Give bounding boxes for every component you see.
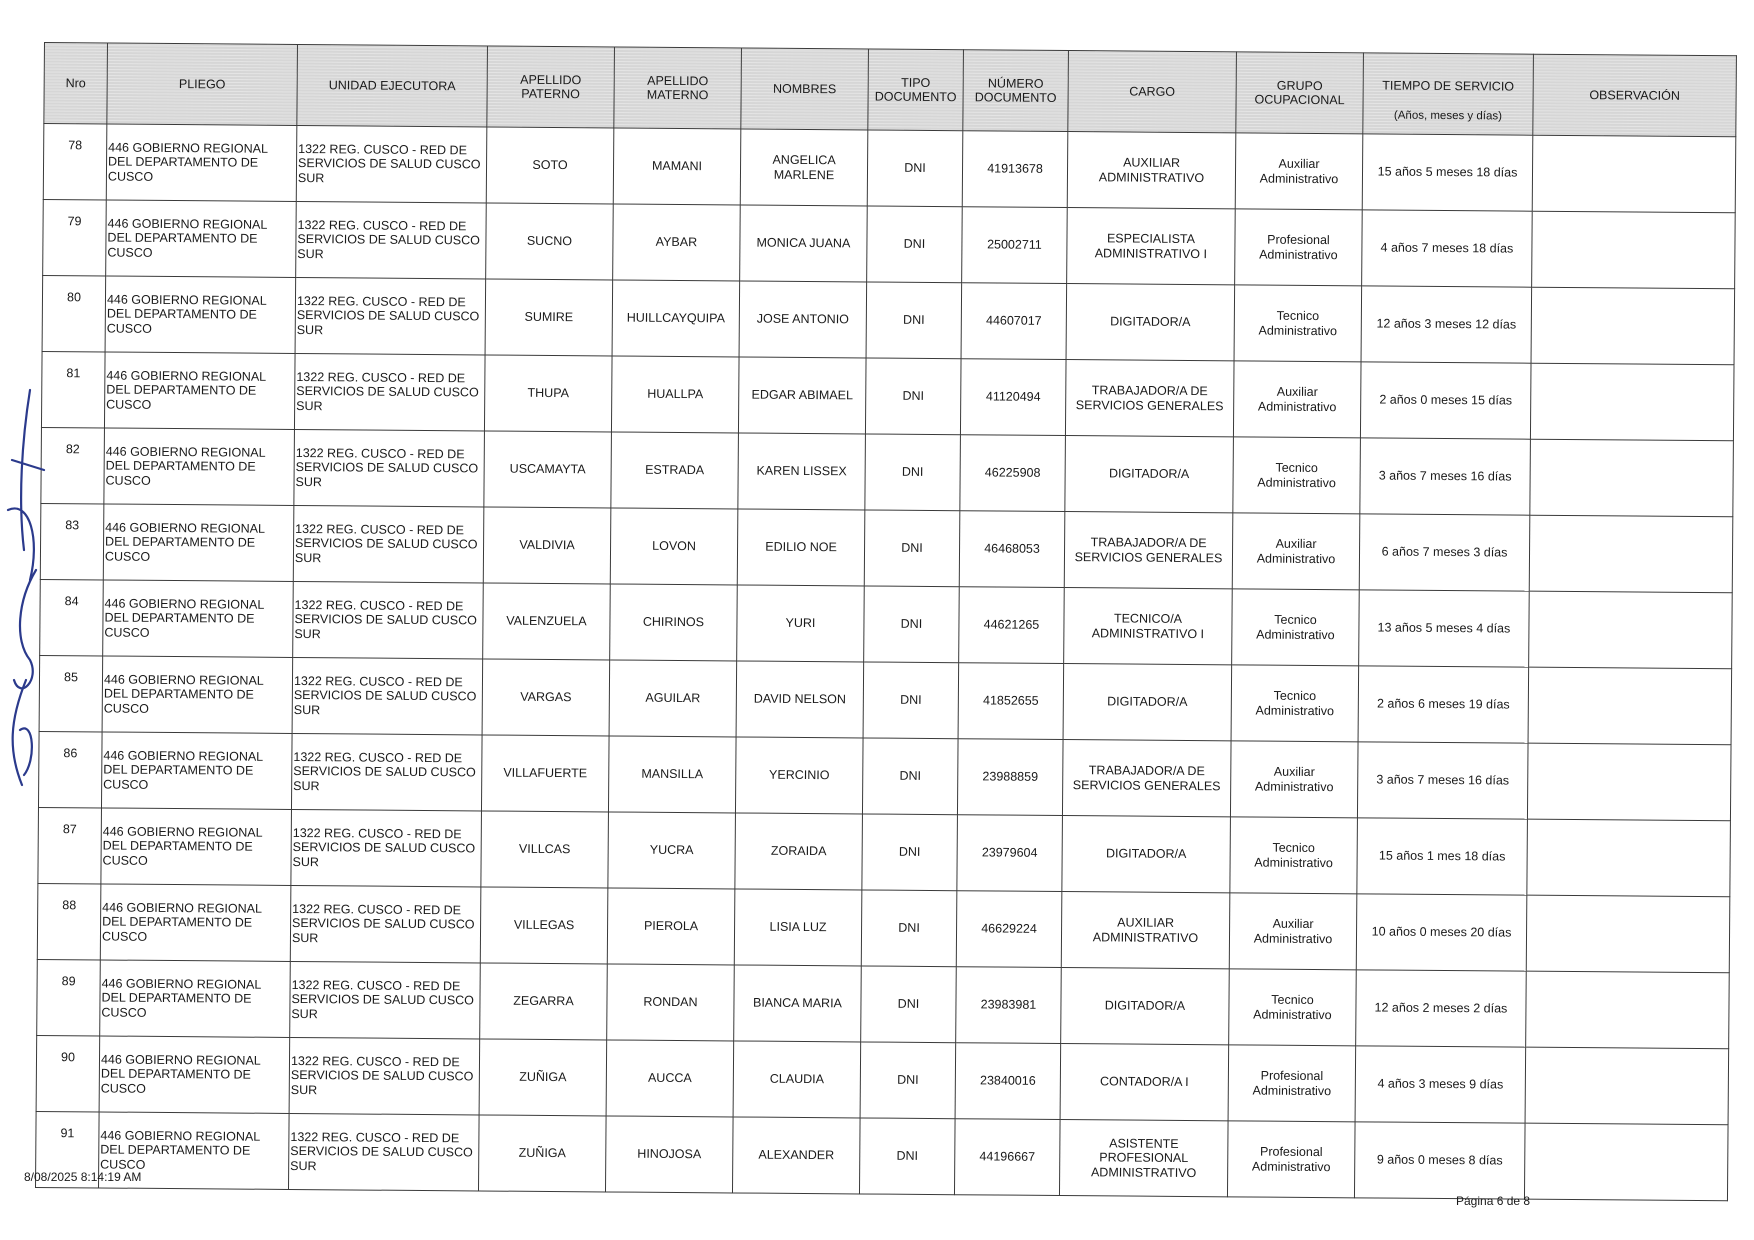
cell-unidad-ejecutora: 1322 REG. CUSCO - RED DE SERVICIOS DE SALUD CUSCO SUR (290, 885, 481, 962)
cell-tiempo-servicio: 6 años 7 meses 3 días (1359, 514, 1530, 591)
cell-apellido-paterno: ZUÑIGA (478, 1115, 606, 1192)
signature-scribble (0, 380, 60, 800)
cell-numero-documento: 44621265 (959, 587, 1065, 664)
cell-apellido-materno: MANSILLA (608, 736, 736, 813)
cell-observacion (1530, 363, 1734, 441)
page-number: Página 6 de 8 (1456, 1194, 1531, 1208)
table-row (43, 124, 1736, 213)
cell-cargo: DIGITADOR/A (1065, 436, 1234, 513)
cell-cargo: TECNICO/A ADMINISTRATIVO I (1064, 588, 1233, 665)
cell-cargo: DIGITADOR/A (1066, 284, 1235, 361)
cell-tipo-documento: DNI (859, 1118, 955, 1195)
cell-tipo-documento: DNI (867, 130, 963, 207)
tiempo-servicio-title: TIEMPO DE SERVICIO (1382, 78, 1515, 94)
cell-tipo-documento: DNI (862, 814, 958, 891)
cell-apellido-materno: AUCCA (606, 1040, 734, 1117)
cell-tipo-documento: DNI (861, 890, 957, 967)
cell-tipo-documento: DNI (860, 1042, 956, 1119)
cell-observacion (1526, 971, 1730, 1049)
table-row (43, 199, 1736, 288)
cell-pliego: 446 GOBIERNO REGIONAL DEL DEPARTAMENTO DE CUSCO (104, 352, 295, 429)
cell-unidad-ejecutora: 1322 REG. CUSCO - RED DE SERVICIOS DE SALUD CUSCO SUR (290, 961, 481, 1038)
cell-unidad-ejecutora: 1322 REG. CUSCO - RED DE SERVICIOS DE SALUD CUSCO SUR (294, 353, 485, 430)
cell-nro: 90 (36, 1035, 100, 1111)
cell-nro: 78 (43, 124, 107, 200)
cell-unidad-ejecutora: 1322 REG. CUSCO - RED DE SERVICIOS DE SALUD CUSCO SUR (291, 733, 482, 810)
cell-nro: 91 (36, 1111, 100, 1187)
cell-observacion (1529, 515, 1733, 593)
cell-nro: 82 (41, 427, 105, 503)
cell-apellido-paterno: ZEGARRA (480, 963, 608, 1040)
col-nro: Nro (44, 43, 108, 124)
cell-pliego: 446 GOBIERNO REGIONAL DEL DEPARTAMENTO DE CUSCO (100, 960, 291, 1037)
document-sheet (35, 42, 1737, 1201)
cell-cargo: ASISTENTE PROFESIONAL ADMINISTRATIVO (1059, 1120, 1228, 1197)
col-tipo-documento: TIPO DOCUMENTO (868, 49, 964, 131)
table-row (37, 959, 1730, 1048)
cell-unidad-ejecutora: 1322 REG. CUSCO - RED DE SERVICIOS DE SALUD CUSCO SUR (293, 581, 484, 658)
cell-apellido-paterno: SOTO (486, 127, 614, 204)
cell-tipo-documento: DNI (863, 662, 959, 739)
cell-nro: 88 (37, 883, 101, 959)
cell-pliego: 446 GOBIERNO REGIONAL DEL DEPARTAMENTO DE CUSCO (106, 200, 297, 277)
cell-cargo: AUXILIAR ADMINISTRATIVO (1067, 132, 1236, 209)
cell-apellido-materno: LOVON (610, 508, 738, 585)
cell-observacion (1530, 439, 1734, 517)
cell-nro: 79 (43, 199, 107, 275)
cell-nombres: LISIA LUZ (734, 889, 862, 966)
cell-tiempo-servicio: 10 años 0 meses 20 días (1356, 894, 1527, 971)
cell-cargo: ESPECIALISTA ADMINISTRATIVO I (1067, 208, 1236, 285)
table-row (36, 1035, 1729, 1124)
cell-numero-documento: 23979604 (957, 815, 1063, 892)
cell-pliego: 446 GOBIERNO REGIONAL DEL DEPARTAMENTO DE CUSCO (101, 808, 292, 885)
cell-tipo-documento: DNI (865, 358, 961, 435)
cell-observacion (1526, 895, 1730, 973)
cell-cargo: DIGITADOR/A (1062, 816, 1231, 893)
col-numero-documento: NÚMERO DOCUMENTO (963, 50, 1069, 132)
cell-tiempo-servicio: 12 años 2 meses 2 días (1356, 970, 1527, 1047)
col-cargo: CARGO (1068, 51, 1237, 133)
cell-pliego: 446 GOBIERNO REGIONAL DEL DEPARTAMENTO DE CUSCO (101, 732, 292, 809)
cell-numero-documento: 41852655 (958, 663, 1064, 740)
cell-numero-documento: 23983981 (956, 967, 1062, 1044)
cell-grupo-ocupacional: Auxiliar Administrativo (1233, 361, 1361, 438)
cell-grupo-ocupacional: Auxiliar Administrativo (1232, 513, 1360, 590)
cell-tiempo-servicio: 12 años 3 meses 12 días (1361, 286, 1532, 363)
print-timestamp: 8/08/2025 8:14:19 AM (24, 1170, 142, 1184)
cell-apellido-materno: YUCRA (608, 812, 736, 889)
cell-pliego: 446 GOBIERNO REGIONAL DEL DEPARTAMENTO DE CUSCO (105, 276, 296, 353)
cell-numero-documento: 41120494 (960, 359, 1066, 436)
table-row (41, 427, 1734, 516)
cell-apellido-paterno: ZUÑIGA (479, 1039, 607, 1116)
cell-apellido-materno: CHIRINOS (610, 584, 738, 661)
cell-nombres: BIANCA MARIA (734, 965, 862, 1042)
cell-nombres: YURI (737, 585, 865, 662)
cell-nombres: EDILIO NOE (737, 509, 865, 586)
cell-apellido-materno: HUILLCAYQUIPA (612, 280, 740, 357)
cell-cargo: TRABAJADOR/A DE SERVICIOS GENERALES (1065, 360, 1234, 437)
col-pliego: PLIEGO (107, 43, 298, 125)
cell-numero-documento: 46629224 (956, 891, 1062, 968)
cell-nro: 89 (37, 959, 101, 1035)
cell-nombres: YERCINIO (735, 737, 863, 814)
cell-unidad-ejecutora: 1322 REG. CUSCO - RED DE SERVICIOS DE SALUD CUSCO SUR (292, 657, 483, 734)
cell-apellido-paterno: VILLCAS (481, 811, 609, 888)
cell-cargo: DIGITADOR/A (1061, 968, 1230, 1045)
col-unidad-ejecutora: UNIDAD EJECUTORA (297, 44, 488, 126)
cell-nombres: JOSE ANTONIO (739, 281, 867, 358)
cell-unidad-ejecutora: 1322 REG. CUSCO - RED DE SERVICIOS DE SALUD CUSCO SUR (291, 809, 482, 886)
cell-pliego: 446 GOBIERNO REGIONAL DEL DEPARTAMENTO DE CUSCO (103, 580, 294, 657)
table-row (37, 883, 1730, 972)
cell-grupo-ocupacional: Profesional Administrativo (1227, 1121, 1355, 1198)
tiempo-servicio-subtitle: (Años, meses y días) (1393, 109, 1503, 123)
cell-nombres: ALEXANDER (732, 1117, 860, 1194)
table-body (36, 124, 1736, 1201)
cell-unidad-ejecutora: 1322 REG. CUSCO - RED DE SERVICIOS DE SALUD CUSCO SUR (296, 201, 487, 278)
cell-cargo: TRABAJADOR/A DE SERVICIOS GENERALES (1062, 740, 1231, 817)
personnel-table (35, 42, 1737, 1201)
cell-observacion (1529, 591, 1733, 669)
table-row (41, 351, 1734, 440)
cell-apellido-paterno: VALDIVIA (483, 507, 611, 584)
cell-apellido-materno: RONDAN (607, 964, 735, 1041)
cell-apellido-paterno: VILLEGAS (480, 887, 608, 964)
cell-apellido-materno: AGUILAR (609, 660, 737, 737)
cell-apellido-paterno: SUMIRE (485, 279, 613, 356)
cell-tiempo-servicio: 3 años 7 meses 16 días (1357, 742, 1528, 819)
cell-tiempo-servicio: 2 años 6 meses 19 días (1358, 666, 1529, 743)
cell-grupo-ocupacional: Tecnico Administrativo (1230, 817, 1358, 894)
cell-pliego: 446 GOBIERNO REGIONAL DEL DEPARTAMENTO DE CUSCO (103, 504, 294, 581)
col-tiempo-servicio (1363, 53, 1534, 135)
cell-tiempo-servicio: 4 años 3 meses 9 días (1355, 1046, 1526, 1123)
col-nombres: NOMBRES (741, 48, 869, 130)
header-row (44, 43, 1737, 137)
cell-tiempo-servicio: 3 años 7 meses 16 días (1360, 438, 1531, 515)
cell-nombres: KAREN LISSEX (738, 433, 866, 510)
table-row (40, 503, 1733, 592)
cell-apellido-paterno: VALENZUELA (483, 583, 611, 660)
cell-pliego: 446 GOBIERNO REGIONAL DEL DEPARTAMENTO DE CUSCO (106, 124, 297, 201)
col-observacion: OBSERVACIÓN (1533, 54, 1737, 137)
cell-apellido-paterno: VILLAFUERTE (481, 735, 609, 812)
cell-observacion (1527, 743, 1731, 821)
cell-nombres: ANGELICA MARLENE (740, 129, 868, 206)
cell-unidad-ejecutora: 1322 REG. CUSCO - RED DE SERVICIOS DE SALUD CUSCO SUR (296, 125, 487, 202)
cell-numero-documento: 41913678 (962, 131, 1068, 208)
cell-nro: 81 (41, 351, 105, 427)
cell-grupo-ocupacional: Auxiliar Administrativo (1229, 893, 1357, 970)
cell-grupo-ocupacional: Profesional Administrativo (1228, 1045, 1356, 1122)
cell-numero-documento: 23840016 (955, 1043, 1061, 1120)
cell-tipo-documento: DNI (867, 206, 963, 283)
cell-cargo: CONTADOR/A I (1060, 1044, 1229, 1121)
cell-apellido-paterno: VARGAS (482, 659, 610, 736)
cell-apellido-paterno: SUCNO (486, 203, 614, 280)
cell-cargo: AUXILIAR ADMINISTRATIVO (1061, 892, 1230, 969)
cell-nombres: CLAUDIA (733, 1041, 861, 1118)
col-apellido-paterno: APELLIDO PATERNO (487, 46, 615, 128)
table-row (39, 655, 1732, 744)
cell-observacion (1528, 667, 1732, 745)
cell-numero-documento: 44196667 (954, 1119, 1060, 1196)
cell-pliego: 446 GOBIERNO REGIONAL DEL DEPARTAMENTO DE CUSCO (100, 884, 291, 961)
cell-unidad-ejecutora: 1322 REG. CUSCO - RED DE SERVICIOS DE SALUD CUSCO SUR (294, 429, 485, 506)
cell-cargo: TRABAJADOR/A DE SERVICIOS GENERALES (1064, 512, 1233, 589)
cell-apellido-materno: MAMANI (613, 128, 741, 205)
cell-nro: 87 (38, 807, 102, 883)
cell-observacion (1531, 287, 1735, 365)
cell-apellido-materno: HINOJOSA (605, 1116, 733, 1193)
cell-pliego: 446 GOBIERNO REGIONAL DEL DEPARTAMENTO DE CUSCO (102, 656, 293, 733)
cell-tipo-documento: DNI (862, 738, 958, 815)
cell-unidad-ejecutora: 1322 REG. CUSCO - RED DE SERVICIOS DE SALUD CUSCO SUR (293, 505, 484, 582)
cell-observacion (1532, 211, 1736, 289)
cell-grupo-ocupacional: Profesional Administrativo (1235, 209, 1363, 286)
table-row (36, 1111, 1729, 1200)
cell-tiempo-servicio: 15 años 5 meses 18 días (1362, 134, 1533, 211)
cell-nombres: EDGAR ABIMAEL (738, 357, 866, 434)
cell-observacion (1525, 1047, 1729, 1125)
cell-apellido-materno: PIEROLA (607, 888, 735, 965)
cell-nombres: ZORAIDA (735, 813, 863, 890)
cell-observacion (1532, 135, 1736, 213)
cell-numero-documento: 25002711 (962, 207, 1068, 284)
cell-tipo-documento: DNI (866, 282, 962, 359)
cell-tipo-documento: DNI (865, 434, 961, 511)
cell-apellido-materno: AYBAR (613, 204, 741, 281)
cell-numero-documento: 46468053 (959, 511, 1065, 588)
cell-grupo-ocupacional: Auxiliar Administrativo (1235, 133, 1363, 210)
cell-unidad-ejecutora: 1322 REG. CUSCO - RED DE SERVICIOS DE SALUD CUSCO SUR (289, 1037, 480, 1114)
cell-pliego: 446 GOBIERNO REGIONAL DEL DEPARTAMENTO DE CUSCO (99, 1112, 290, 1189)
cell-cargo: DIGITADOR/A (1063, 664, 1232, 741)
cell-pliego: 446 GOBIERNO REGIONAL DEL DEPARTAMENTO DE CUSCO (104, 428, 295, 505)
cell-numero-documento: 46225908 (960, 435, 1066, 512)
cell-grupo-ocupacional: Tecnico Administrativo (1231, 665, 1359, 742)
cell-tiempo-servicio: 4 años 7 meses 18 días (1362, 210, 1533, 287)
cell-grupo-ocupacional: Tecnico Administrativo (1229, 969, 1357, 1046)
cell-tipo-documento: DNI (864, 586, 960, 663)
cell-tipo-documento: DNI (864, 510, 960, 587)
cell-apellido-paterno: USCAMAYTA (484, 431, 612, 508)
cell-tiempo-servicio: 2 años 0 meses 15 días (1360, 362, 1531, 439)
table-header (44, 43, 1737, 137)
cell-grupo-ocupacional: Tecnico Administrativo (1233, 437, 1361, 514)
col-apellido-materno: APELLIDO MATERNO (614, 47, 742, 129)
cell-tiempo-servicio: 13 años 5 meses 4 días (1359, 590, 1530, 667)
cell-unidad-ejecutora: 1322 REG. CUSCO - RED DE SERVICIOS DE SALUD CUSCO SUR (295, 277, 486, 354)
cell-observacion (1527, 819, 1731, 897)
cell-nombres: MONICA JUANA (740, 205, 868, 282)
col-grupo-ocupacional: GRUPO OCUPACIONAL (1236, 52, 1364, 134)
cell-grupo-ocupacional: Tecnico Administrativo (1234, 285, 1362, 362)
cell-nro: 83 (40, 503, 104, 579)
cell-apellido-paterno: THUPA (484, 355, 612, 432)
table-row (42, 275, 1735, 364)
table-row (40, 579, 1733, 668)
cell-unidad-ejecutora: 1322 REG. CUSCO - RED DE SERVICIOS DE SALUD CUSCO SUR (288, 1113, 479, 1190)
cell-pliego: 446 GOBIERNO REGIONAL DEL DEPARTAMENTO DE CUSCO (99, 1036, 290, 1113)
cell-nombres: DAVID NELSON (736, 661, 864, 738)
cell-nro: 86 (38, 731, 102, 807)
cell-grupo-ocupacional: Auxiliar Administrativo (1230, 741, 1358, 818)
cell-grupo-ocupacional: Tecnico Administrativo (1232, 589, 1360, 666)
cell-apellido-materno: HUALLPA (611, 356, 739, 433)
cell-apellido-materno: ESTRADA (611, 432, 739, 509)
cell-nro: 84 (40, 579, 104, 655)
table-row (38, 731, 1731, 820)
cell-nro: 85 (39, 655, 103, 731)
cell-tiempo-servicio: 15 años 1 mes 18 días (1357, 818, 1528, 895)
table-row (38, 807, 1731, 896)
cell-numero-documento: 44607017 (961, 283, 1067, 360)
cell-tiempo-servicio: 9 años 0 meses 8 días (1354, 1122, 1525, 1199)
cell-numero-documento: 23988859 (957, 739, 1063, 816)
cell-observacion (1524, 1123, 1728, 1201)
cell-nro: 80 (42, 275, 106, 351)
cell-tipo-documento: DNI (861, 966, 957, 1043)
